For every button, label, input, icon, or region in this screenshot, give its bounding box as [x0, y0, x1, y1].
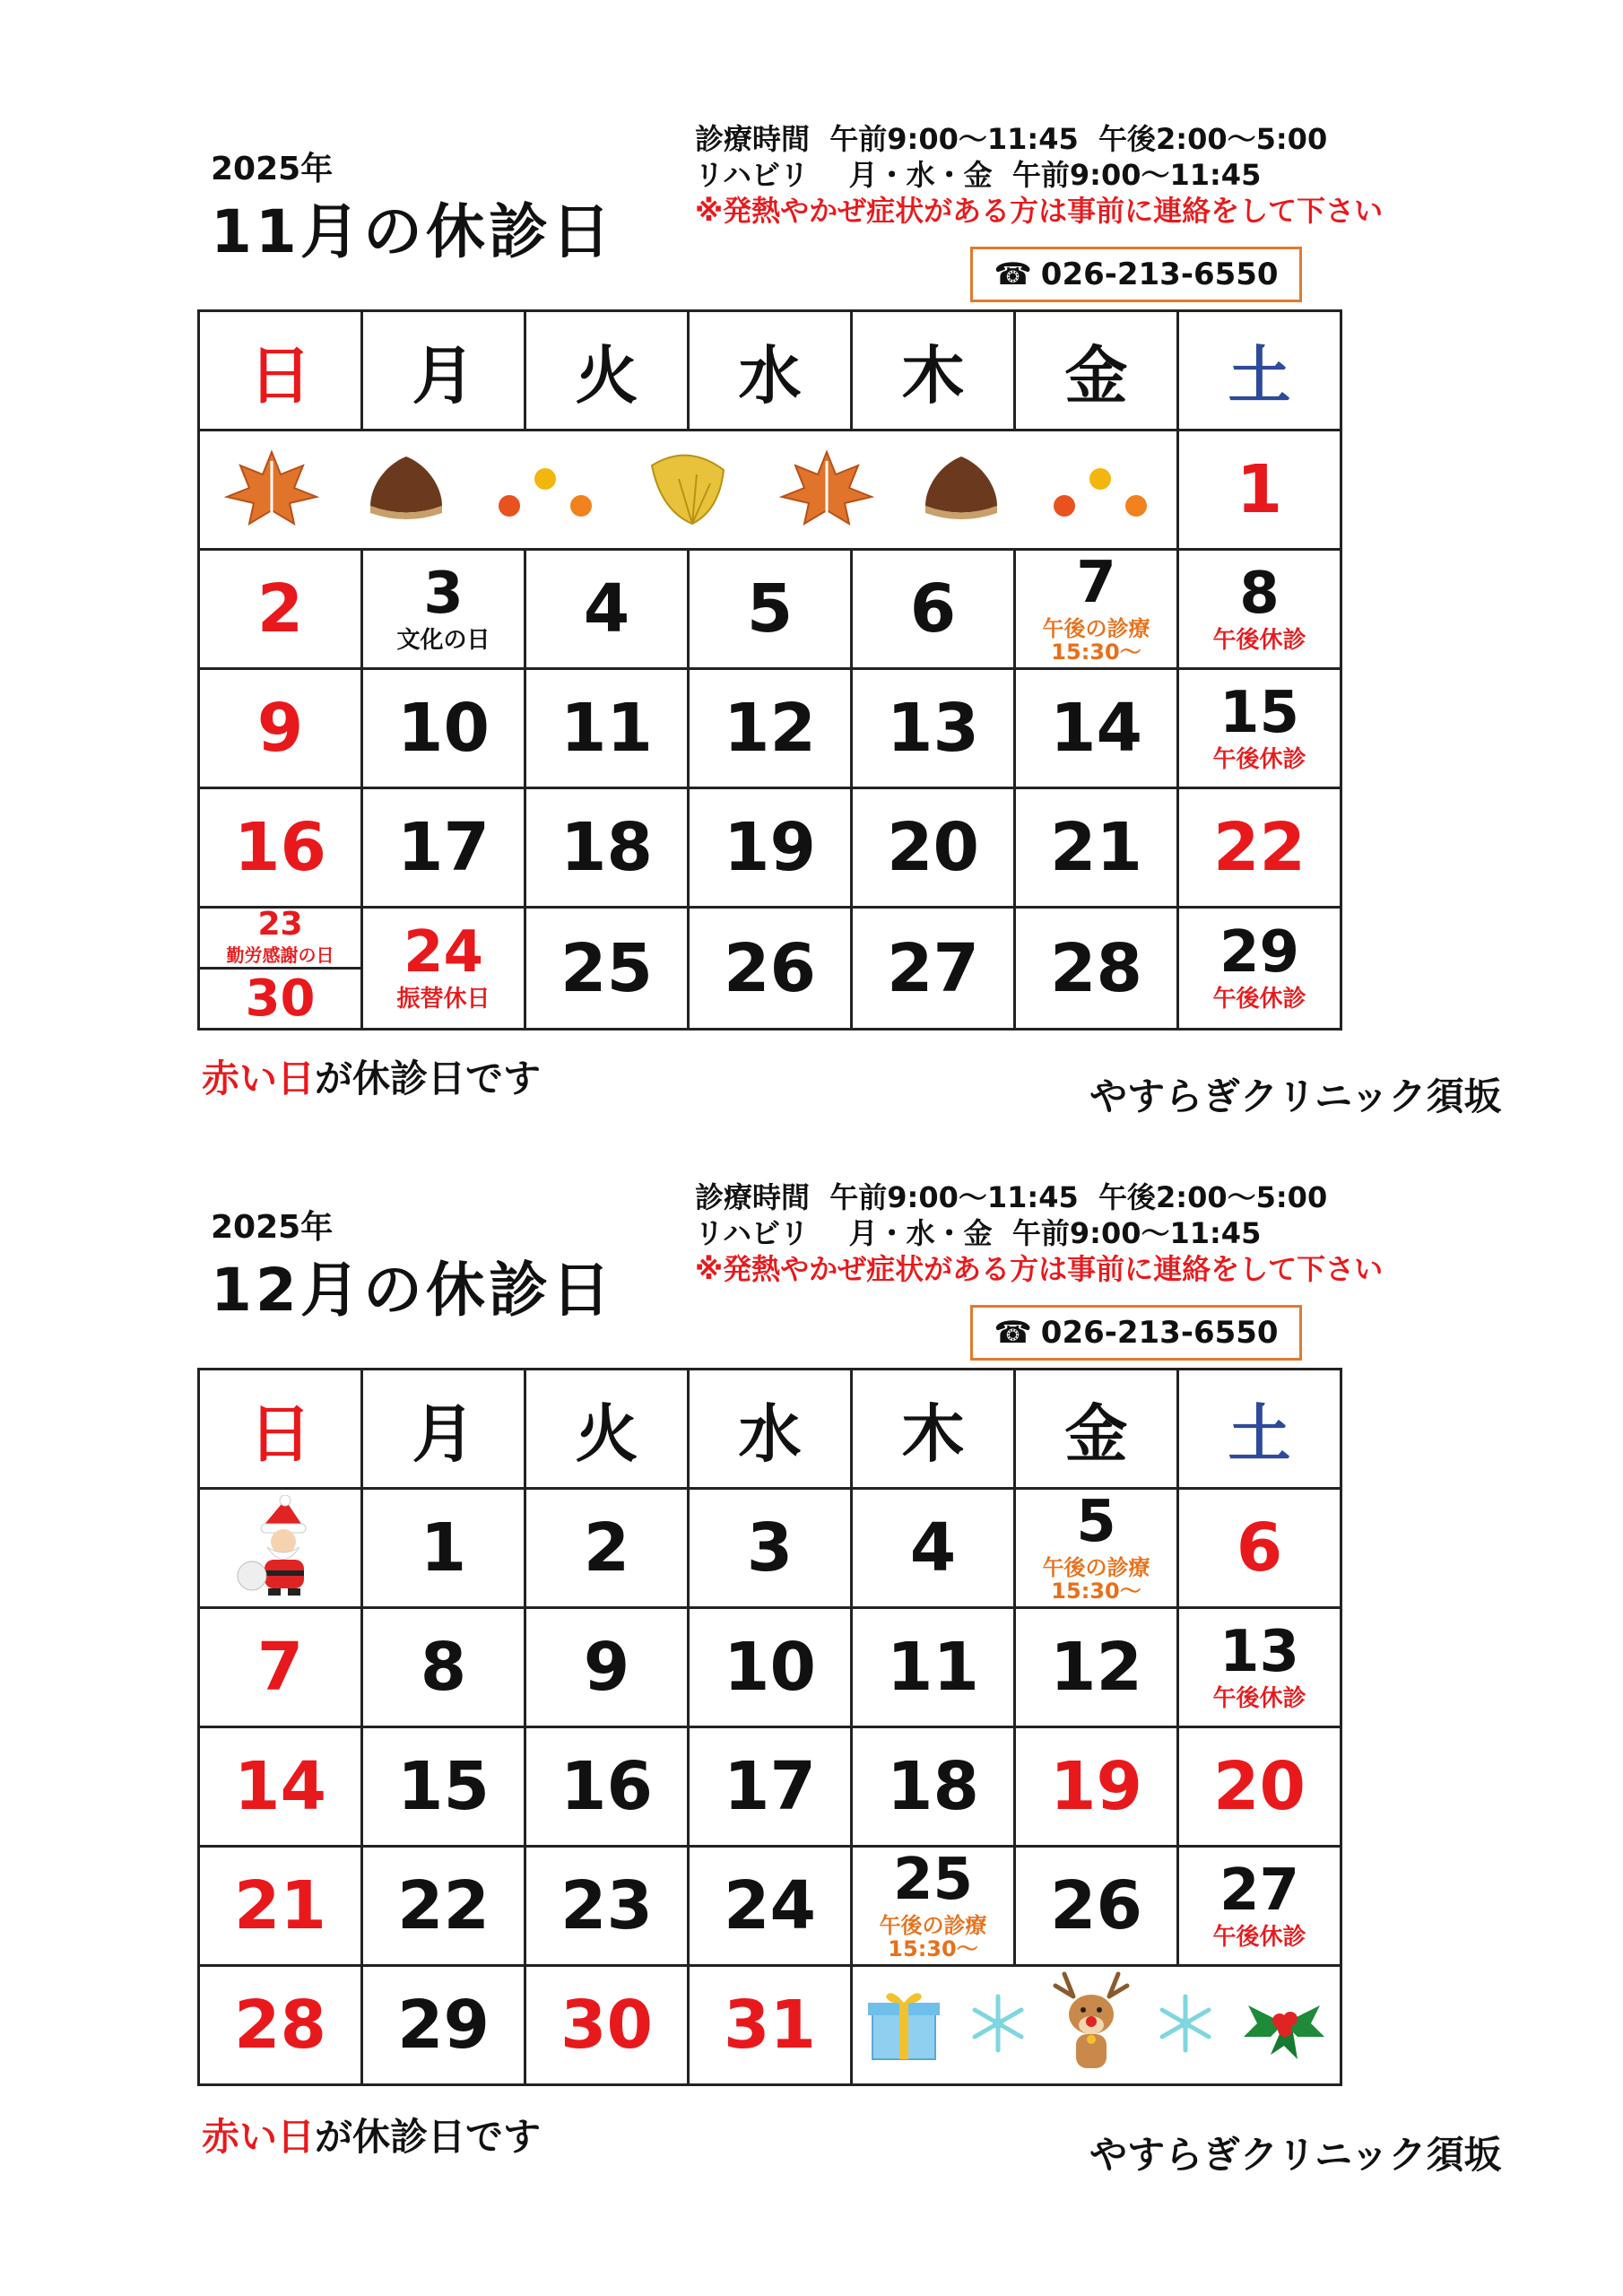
weekday-header-row: [199, 311, 1341, 430]
day-number: 14: [1050, 690, 1142, 767]
day-number: 25: [892, 1846, 974, 1913]
calendar-day: [525, 1966, 689, 2085]
day-number: 21: [234, 1867, 326, 1944]
hours-line: 診療時間 午前9:00～11:45 午後2:00～5:00: [695, 1180, 1328, 1214]
calendar-day: [199, 550, 362, 669]
day-number: 24: [724, 1867, 816, 1944]
clinic-name: やすらぎクリニック須坂: [1089, 1074, 1502, 1118]
calendar-day: [525, 1847, 689, 1966]
calendar-day: [362, 550, 525, 669]
calendar-day: [689, 1727, 852, 1847]
year-label: 2025年: [211, 151, 334, 187]
day-note: 午後休診: [1212, 745, 1306, 773]
weekday-header: 月: [362, 311, 525, 430]
gift-icon: [864, 1983, 944, 2067]
holly-icon: [1239, 1983, 1329, 2067]
calendar-day: [689, 1966, 852, 2085]
maple-leaf-icon: [222, 448, 321, 532]
calendar-day: [1178, 1489, 1341, 1608]
day-number: 26: [724, 929, 816, 1007]
calendar-day: [525, 550, 689, 669]
day-number: 24: [403, 919, 484, 987]
day-note: 文化の日: [396, 626, 490, 654]
day-number: 9: [583, 1629, 630, 1706]
calendar-day: [1178, 788, 1341, 908]
calendar-day: [1015, 1489, 1178, 1608]
day-note-time: 15:30～: [1051, 639, 1141, 665]
calendar-day: [1178, 1847, 1341, 1966]
day-number: 22: [1213, 809, 1306, 886]
weekday-header: 水: [689, 311, 852, 430]
calendar-day: [199, 1966, 362, 2085]
calendar-day: [1015, 1608, 1178, 1727]
ginkgo-leaf-icon: [643, 448, 733, 532]
day-number: 5: [1076, 1488, 1116, 1555]
chestnut-icon: [921, 452, 1002, 527]
day-number: 6: [1236, 1509, 1283, 1587]
legend-red-text: 赤い日: [202, 1057, 316, 1100]
day-number: 15: [397, 1748, 490, 1825]
day-number: 25: [560, 929, 653, 1007]
calendar-day: [525, 669, 689, 788]
holiday-name: 勤労感謝の日: [226, 944, 334, 966]
weekday-header: 日: [199, 1370, 362, 1489]
calendar-day: [689, 1608, 852, 1727]
calendar-day: [852, 550, 1015, 669]
day-number: 8: [420, 1629, 467, 1706]
day-number: 23: [257, 906, 303, 943]
day-number: 27: [1219, 1857, 1300, 1924]
day-number: 5: [746, 570, 794, 648]
day-number: 14: [234, 1748, 326, 1825]
calendar-day: [852, 1608, 1015, 1727]
clinic-info: [695, 1179, 1592, 1287]
calendar-week-row: [199, 1847, 1341, 1966]
legend-note: [202, 2108, 541, 2161]
calendar-day: [1178, 1727, 1341, 1847]
day-number: 20: [887, 809, 979, 886]
day-number: 29: [397, 1987, 490, 2064]
weekday-header-row: [199, 1370, 1341, 1489]
day-note: 午後休診: [1212, 1923, 1306, 1951]
day-number: 18: [887, 1748, 979, 1825]
day-number: 28: [1050, 929, 1142, 1007]
day-number: 15: [1219, 679, 1300, 746]
clinic-name: やすらぎクリニック須坂: [1089, 2133, 1502, 2177]
day-note-time: 15:30～: [1051, 1578, 1141, 1604]
phone-number-box: [970, 247, 1302, 302]
calendar-day: [525, 1608, 689, 1727]
day-number: 19: [1050, 1748, 1142, 1825]
day-number: 11: [560, 690, 653, 767]
calendar-day: [689, 550, 852, 669]
calendar-day: [1178, 550, 1341, 669]
calendar-grid: [197, 1368, 1342, 2086]
calendar-week-row: [199, 430, 1341, 550]
calendar-week-row: [199, 550, 1341, 669]
day-number: 17: [397, 809, 490, 886]
calendar-day: [1178, 430, 1341, 550]
day-number: 21: [1050, 809, 1142, 886]
calendar-day: [362, 1847, 525, 1966]
day-number: 16: [560, 1748, 653, 1825]
calendar-day: [362, 1608, 525, 1727]
calendar-week-row: [199, 1727, 1341, 1847]
snowflake-icon: [967, 1992, 1029, 2058]
day-note: 午後の診療: [879, 1912, 987, 1938]
calendar-week-row: [199, 908, 1341, 1030]
calendar-day: [1178, 908, 1341, 1030]
page-title: 11月の休診日: [211, 197, 614, 266]
calendar-day: [852, 1489, 1015, 1608]
day-number: 26: [1050, 1867, 1142, 1944]
calendar-week-row: [199, 1489, 1341, 1608]
calendar-day: [852, 1847, 1015, 1966]
phone-number: 026-213-6550: [1040, 257, 1279, 292]
day-number: 1: [420, 1509, 467, 1587]
day-note: 午後休診: [1212, 626, 1306, 654]
weekday-header: 月: [362, 1370, 525, 1489]
calendar-day: [199, 788, 362, 908]
rehab-line: リハビリ 月・水・金 午前9:00～11:45: [695, 1216, 1262, 1250]
fever-warning: ※発熱やかぜ症状がある方は事前に連絡をして下さい: [695, 194, 1384, 228]
day-number: 8: [1239, 560, 1280, 627]
day-note: 午後休診: [1212, 986, 1306, 1013]
day-number: 30: [245, 970, 316, 1028]
day-number: 19: [724, 809, 816, 886]
day-number: 9: [256, 690, 304, 767]
calendar-day: [1015, 908, 1178, 1030]
day-number: 22: [397, 1867, 490, 1944]
legend-text: が休診日です: [315, 2115, 542, 2159]
day-number: 13: [1219, 1618, 1300, 1685]
weekday-header: 金: [1015, 1370, 1178, 1489]
calendar-day: [1015, 669, 1178, 788]
day-note: 午後の診療: [1042, 1554, 1150, 1580]
calendar-day: [362, 1489, 525, 1608]
calendar-day: [1015, 550, 1178, 669]
day-number: 10: [397, 690, 490, 767]
calendar-day: [199, 1847, 362, 1966]
calendar-day: [525, 1489, 689, 1608]
calendar-day: [1178, 669, 1341, 788]
calendar-day: [1178, 1608, 1341, 1727]
reindeer-icon: [1051, 1970, 1132, 2081]
weekday-header: 火: [525, 1370, 689, 1489]
calendar-day: [362, 1727, 525, 1847]
calendar-day: [689, 788, 852, 908]
calendar-week-row: [199, 1966, 1341, 2085]
day-number: 2: [256, 570, 304, 648]
legend-red-text: 赤い日: [202, 2115, 316, 2159]
snowflake-icon: [1154, 1992, 1217, 2058]
calendar-day: [689, 908, 852, 1030]
weekday-header: 火: [525, 311, 689, 430]
dot-icon: [491, 452, 599, 527]
weekday-header: 日: [199, 311, 362, 430]
hours-line: 診療時間 午前9:00～11:45 午後2:00～5:00: [695, 122, 1328, 156]
calendar-day: [525, 908, 689, 1030]
weekday-header: 水: [689, 1370, 852, 1489]
day-number: 1: [1236, 451, 1283, 528]
calendar-day: [1015, 1727, 1178, 1847]
weekday-header: 木: [852, 1370, 1015, 1489]
phone-number-box: [970, 1305, 1302, 1361]
day-number: 13: [887, 690, 979, 767]
calendar-day: [689, 1847, 852, 1966]
calendar-day: [1015, 1847, 1178, 1966]
legend-text: が休診日です: [315, 1057, 542, 1100]
day-number: 7: [1076, 549, 1116, 616]
december-calendar: [0, 1058, 1623, 2177]
day-number: 11: [887, 1629, 979, 1706]
calendar-day: [199, 908, 362, 1030]
fever-warning: ※発熱やかぜ症状がある方は事前に連絡をして下さい: [695, 1252, 1384, 1286]
calendar-week-row: [199, 669, 1341, 788]
christmas-decoration: [852, 1966, 1341, 2085]
november-calendar: [0, 0, 1623, 1118]
calendar-day: [1015, 788, 1178, 908]
day-number: 18: [560, 809, 653, 886]
page-title: 12月の休診日: [211, 1256, 614, 1325]
calendar-week-row: [199, 1608, 1341, 1727]
day-number: 23: [560, 1867, 653, 1944]
day-number: 3: [746, 1509, 794, 1587]
calendar-day: [199, 669, 362, 788]
phone-number: 026-213-6550: [1040, 1315, 1279, 1351]
day-number: 31: [724, 1987, 816, 2064]
year-label: 2025年: [211, 1209, 334, 1246]
day-number: 27: [887, 929, 979, 1007]
day-number: 20: [1213, 1748, 1306, 1825]
dot-icon: [1046, 452, 1154, 527]
calendar-day: [362, 788, 525, 908]
phone-icon: ☎: [994, 1315, 1032, 1351]
calendar-day: [362, 908, 525, 1030]
calendar-day: [525, 788, 689, 908]
day-note: 振替休日: [396, 986, 490, 1013]
calendar-day: [852, 908, 1015, 1030]
phone-icon: ☎: [994, 257, 1032, 292]
calendar-day: [689, 1489, 852, 1608]
calendar-day: [362, 1966, 525, 2085]
day-number: 17: [724, 1748, 816, 1825]
weekday-header: 土: [1178, 1370, 1341, 1489]
chestnut-icon: [366, 452, 447, 527]
weekday-header: 土: [1178, 311, 1341, 430]
calendar-day: [199, 1608, 362, 1727]
maple-leaf-icon: [777, 448, 876, 532]
day-number: 4: [909, 1509, 957, 1587]
day-number: 3: [423, 560, 464, 627]
day-number: 10: [724, 1629, 816, 1706]
weekday-header: 木: [852, 311, 1015, 430]
day-note: 午後休診: [1212, 1684, 1306, 1712]
day-number: 12: [1050, 1629, 1142, 1706]
day-note: 午後の診療: [1042, 615, 1150, 641]
calendar-day: [199, 1727, 362, 1847]
day-number: 2: [583, 1509, 630, 1587]
calendar-grid: [197, 309, 1342, 1031]
clinic-info: [695, 121, 1592, 229]
calendar-day: [525, 1727, 689, 1847]
day-number: 12: [724, 690, 816, 767]
day-note-time: 15:30～: [888, 1936, 978, 1961]
calendar-day: [362, 669, 525, 788]
day-number: 28: [234, 1987, 326, 2064]
santa-icon: [236, 1585, 325, 1602]
day-number: 30: [560, 1987, 653, 2064]
autumn-decoration: [199, 430, 1178, 550]
day-number: 16: [234, 809, 326, 886]
calendar-day: [689, 669, 852, 788]
calendar-day: [852, 1727, 1015, 1847]
calendar-day: [852, 788, 1015, 908]
day-number: 4: [583, 570, 630, 648]
day-number: 6: [909, 570, 957, 648]
calendar-day: [199, 1489, 362, 1608]
day-number: 29: [1219, 919, 1300, 987]
calendar-day: [852, 669, 1015, 788]
rehab-line: リハビリ 月・水・金 午前9:00～11:45: [695, 158, 1262, 192]
calendar-week-row: [199, 788, 1341, 908]
day-number: 7: [256, 1629, 304, 1706]
weekday-header: 金: [1015, 311, 1178, 430]
